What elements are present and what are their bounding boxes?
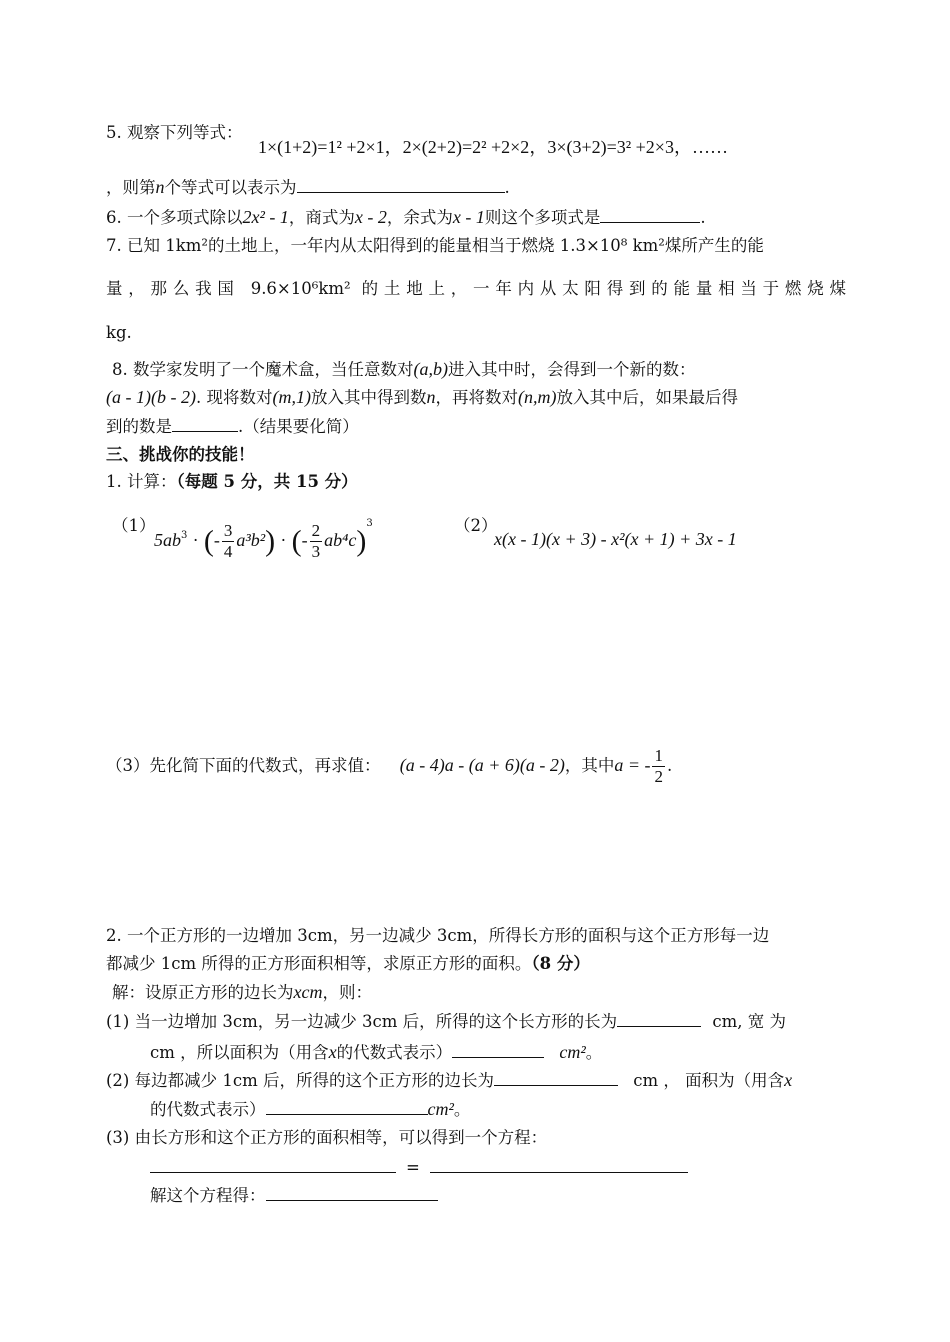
q2-s1-d: 的代数式表示） [336,1043,453,1062]
q5-eq3: 3×(3+2)=3² +2×3 [547,137,674,157]
q2-s1-a: (1) 当一边增加 3cm，另一边减少 3cm 后，所得的这个长方形的长为 [106,1012,618,1031]
q5-line2 [106,176,510,199]
calc-p2-label: （2） [454,516,498,535]
q8-line3 [106,415,359,438]
q5-end: . [504,178,510,197]
q2-s3-left-blank[interactable] [150,1156,396,1173]
q2-line2 [106,953,590,975]
q2-s2-c: 的代数式表示） [150,1100,266,1119]
q8-text-h: .（结果要化简） [238,417,359,436]
q2-s2-area-blank[interactable] [266,1098,428,1115]
q2-points: （8 分） [531,954,590,973]
calc-p3-line [106,742,672,789]
q5-equations [258,136,728,158]
calc-p3-num: 1 [654,746,663,765]
q5-text-b: 个等式可以表示为 [164,178,297,197]
q2-s3-solve: 解这个方程得： [150,1186,266,1205]
q2-step2-line1 [106,1069,792,1092]
q7-line3: kg. [106,323,132,342]
q6-text-a: 6. 一个多项式除以 [106,208,243,227]
q8-answer-blank[interactable] [172,415,238,432]
calc-p3-den: 2 [654,767,663,786]
q8-text-c: . 现将数对 [195,388,273,407]
q6-remainder: x - 1 [452,207,485,227]
calc-p1-frac2-den: 3 [311,542,321,561]
q7-line1: 7. 已知 1km²的土地上，一年内从太阳得到的能量相当于燃烧 1.3×10⁸ km²煤所产生的能 [106,236,764,255]
q6-line [106,206,706,229]
q2-s3-eq: = [406,1158,420,1177]
q8-pair-ab: (a,b) [413,359,448,379]
q2-sol-a: 解：设原正方形的边长为 [112,983,294,1002]
q2-s1-area-blank[interactable] [452,1041,544,1058]
q2-s3-right-blank[interactable] [430,1156,688,1173]
q2-sol-b: ，则： [322,983,372,1002]
q2-step1-line2 [150,1041,602,1064]
calc-p2-expr: x(x - 1)(x + 3) - x²(x + 1) + 3x - 1 [494,529,737,549]
q8-n: n [426,387,436,407]
calc-p1-t2: ab⁴c [324,530,357,550]
q2-text-a: 都减少 1cm 所得的正方形面积相等，求原正方形的面积。 [106,954,532,973]
calc-title-b: （每题 5 分，共 15 分） [176,472,358,491]
q8-text-d: 放入其中得到数 [310,388,427,407]
calc-p3-where: ，其中 [564,756,615,775]
q5-n: n [155,177,165,197]
calc-p3-var: a = - [614,755,651,775]
calc-p1-t1: a³b² [236,530,266,550]
calc-p3-expr: (a - 4)a - (a + 6)(a - 2) [399,755,565,775]
q6-divisor: 2x² - 1 [242,207,289,227]
q8-pair-m1: (m,1) [272,387,311,407]
q2-sol-var: xcm [293,982,323,1002]
q8-text-a: 8. 数学家发明了一个魔术盒，当任意数对 [112,360,414,379]
q2-step2-line2 [150,1098,470,1121]
q5-line1 [106,122,243,144]
q5-tail: ，…… [673,137,728,157]
q8-text-g: 到的数是 [106,417,172,436]
calc-p1-frac2 [310,521,323,562]
q2-solution-intro [112,981,372,1004]
q7-line2: 量，那么我国 9.6×10⁶km² 的土地上，一年内从太阳得到的能量相当于燃烧煤 [106,279,846,298]
q2-s2-a: (2) 每边都减少 1cm 后，所得的这个正方形的边长为 [106,1071,494,1090]
q2-s1-b: cm, 宽 为 [712,1012,786,1031]
calc-p1-frac1-den: 4 [223,542,233,561]
q5-sep2: ， [529,137,548,157]
calc-p1-pow: 3 [366,518,373,529]
q2-s3-solution-blank[interactable] [266,1184,438,1201]
q2-s2-unit: cm² [427,1099,454,1119]
section3-title: 三、挑战你的技能！ [106,445,255,464]
calc-p1-frac2-num: 2 [311,521,321,540]
q2-step1-line1 [106,1010,786,1033]
calc-p3-label: （3）先化简下面的代数式，再求值： [106,756,381,775]
q5-answer-blank[interactable] [297,176,505,193]
calc-p1-exp: 3 [181,530,188,541]
q2-line1: 2. 一个正方形的一边增加 3cm，另一边减少 3cm，所得长方形的面积与这个正方形每一边 [106,926,770,945]
calc-p1-dot2: · [280,530,287,550]
q2-step3-equation [150,1156,688,1179]
q6-end: . [700,208,706,227]
q2-s2-side-blank[interactable] [494,1069,618,1086]
calc-title [106,471,358,493]
q2-s2-x: x [784,1070,793,1090]
q2-s2-b: cm ， 面积为（用含 [633,1071,785,1090]
q8-text-b: 进入其中时，会得到一个新的数： [448,360,696,379]
q6-quotient: x - 2 [354,207,387,227]
q2-s1-length-blank[interactable] [617,1010,701,1027]
q2-step3-line1: (3) 由长方形和这个正方形的面积相等，可以得到一个方程： [106,1128,548,1147]
calc-p1-term: 5ab [154,530,181,550]
q6-text-b: ，商式为 [288,208,355,227]
calc-p1-frac1 [222,521,235,562]
q5-text-a: ，则第 [106,178,156,197]
calc-p3-frac [652,746,665,787]
q8-text-e: ，再将数对 [435,388,518,407]
calc-p1-label: （1） [112,516,156,535]
q2-s2-end: 。 [453,1100,471,1119]
q2-s1-unit: cm² [559,1042,586,1062]
q6-text-c: ，余式为 [386,208,453,227]
calc-p1-dot1: · [192,530,199,550]
calc-p1-expr: $5ab^3$ · (- $\frac{3}{4}$ a³b²) · (- $\frac{2}{3}$ ab⁴c)$^3$ [154,518,373,561]
q2-s1-x: x [328,1042,337,1062]
calc-p1-frac1-num: 3 [223,521,233,540]
q5-eq2: 2×(2+2)=2² +2×2 [402,137,530,157]
q8-expression: (a - 1)(b - 2) [106,387,196,407]
q2-s1-end: 。 [585,1043,603,1062]
calc-title-a: 1. 计算： [106,472,177,491]
q8-line2 [106,386,738,409]
q8-line1 [112,358,696,381]
q6-text-d: 则这个多项式是 [484,208,601,227]
q8-text-f: 放入其中后，如果最后得 [556,388,738,407]
calc-p3-end: . [666,756,673,775]
q5-eq1: 1×(1+2)=1² +2×1 [258,137,385,157]
q5-prefix: 5. 观察下列等式： [106,123,243,142]
q2-s1-c: cm ，所以面积为（用含 [150,1043,329,1062]
q6-answer-blank[interactable] [600,206,700,223]
q5-sep1: ， [384,137,403,157]
q2-step3-solve [150,1184,438,1207]
q8-pair-nm: (n,m) [517,387,557,407]
